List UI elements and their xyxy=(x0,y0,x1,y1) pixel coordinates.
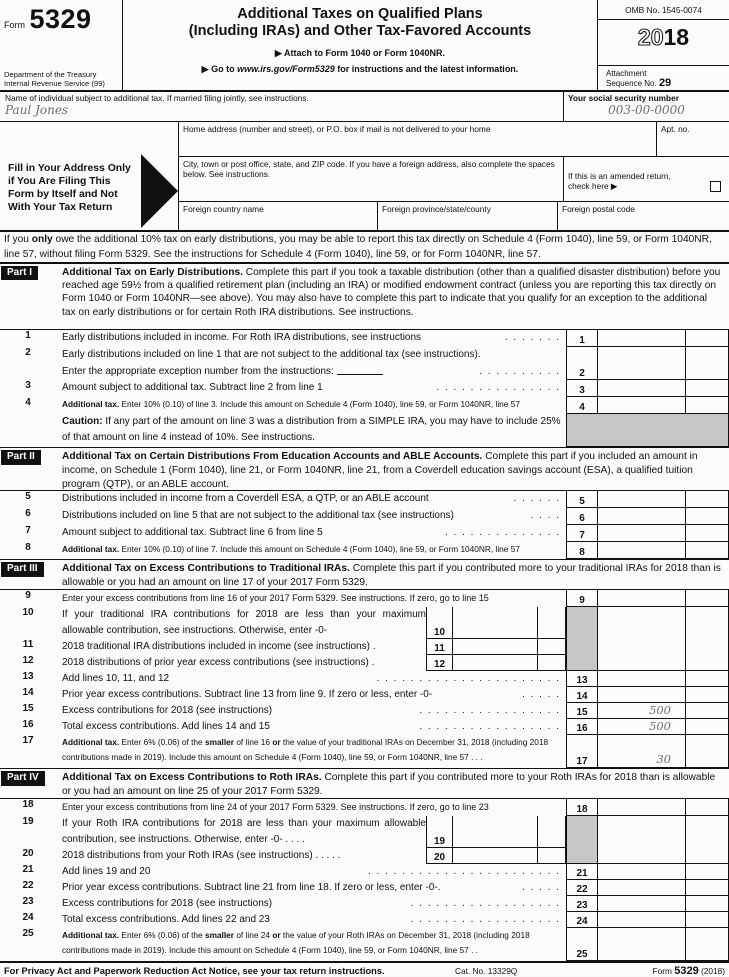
line17-text1: Enter 6% (0.06) of the xyxy=(119,737,205,747)
line24-cents-cell[interactable] xyxy=(685,912,729,928)
line25-number: 25 xyxy=(22,928,34,939)
line17-text2: of line 16 xyxy=(234,737,273,747)
intro-note xyxy=(0,232,729,264)
line4-text: Enter 10% (0.10) of line 3. Include this amount on Schedule 4 (Form 1040), line 59, or Form 1040NR, line 57 xyxy=(119,399,520,409)
goto-pre: ▶ Go to xyxy=(201,64,238,74)
form-title-block xyxy=(123,0,597,90)
line19-box-number: 19 xyxy=(426,816,452,847)
line17-bold2: smaller xyxy=(204,737,235,747)
line14-row xyxy=(0,687,729,703)
goto-note xyxy=(123,64,597,75)
line2-amount-cell[interactable] xyxy=(597,347,685,380)
line5-text: Distributions included in income from a Coverdell ESA, a QTP, or an ABLE account xyxy=(62,493,429,504)
line21-number: 21 xyxy=(22,864,34,875)
line22-box-number: 22 xyxy=(566,880,597,896)
line8-number: 8 xyxy=(25,542,31,553)
intro-bold: only xyxy=(31,234,53,245)
part1-header xyxy=(0,264,729,330)
footer-form-year: (2018) xyxy=(698,966,725,976)
catalog-number: Cat. No. 13329Q xyxy=(455,966,518,976)
privacy-notice: For Privacy Act and Paperwork Reduction Act Notice, see your tax return instructions. xyxy=(4,966,385,976)
line23-cents-cell[interactable] xyxy=(685,896,729,912)
part3-title: Additional Tax on Excess Contributions to Traditional IRAs. xyxy=(62,563,350,574)
line25-text2: of line 24 xyxy=(234,930,273,940)
line10-amount-cell[interactable] xyxy=(452,607,537,638)
line9-number: 9 xyxy=(25,590,31,601)
line8-cents-cell[interactable] xyxy=(685,542,729,559)
caution-text xyxy=(62,414,566,446)
line21-cents-cell[interactable] xyxy=(685,864,729,880)
line5-cents-cell[interactable] xyxy=(685,491,729,508)
line8-bold: Additional tax. xyxy=(62,544,120,554)
part2-header xyxy=(0,447,729,491)
intro-post: owe the additional 10% tax on early distributions, you may be able to report this tax directly on Schedule 4 (Form 1040), line 59, or Form 1040NR, line 57, without filing Form 5329. See the instructions for Schedule 4 (Form 1040), line 59, or for Form 1040NR, line 57. xyxy=(4,234,712,260)
foreign-province-field[interactable] xyxy=(377,202,557,230)
line20-number: 20 xyxy=(22,848,34,859)
line1-row xyxy=(0,330,729,347)
line19-text: If your Roth IRA contributions for 2018 are less than your maximum allowable contribution, see instructions. Otherwise, enter -0- . . . . xyxy=(62,818,426,845)
line3-number: 3 xyxy=(25,380,31,391)
line22-amount-cell[interactable] xyxy=(597,880,685,896)
line24-amount-cell[interactable] xyxy=(597,912,685,928)
form-number: 5329 xyxy=(29,4,92,34)
line22-row xyxy=(0,880,729,896)
line25-text3: the value of your Roth IRAs on December 31, 2018 (including 2018 contributions made in 2019). Include this amount on Schedule 4 (Form 1040), line 59, or Form 1040NR, line 57 . . xyxy=(62,930,530,955)
caution-bold: Caution: xyxy=(62,416,103,427)
year-outline: 20 xyxy=(637,24,664,50)
part1-desc: Complete this part if you took a taxable distribution (other than a qualified disaster distribution) before you reached age 59½ from a qualified retirement plan (including an IRA) or modified endowment contract (unless you are reporting this tax directly on Form 1040 or Form 1040NR—see above). You may also have to complete this part to indicate that you qualify for an exception to the additional tax on early distributions or for certain Roth IRA distributions. See instructions. xyxy=(62,267,721,318)
shaded-cell xyxy=(566,414,729,447)
line21-text: Add lines 19 and 20 xyxy=(62,866,151,877)
line19-number: 19 xyxy=(22,816,34,827)
dot-leader: . . . . . . . . . . . . . . . . . xyxy=(419,705,559,716)
part3-header xyxy=(0,559,729,590)
line19-inner-box xyxy=(426,816,566,848)
line12-box-number: 12 xyxy=(426,655,452,670)
line16-amount-cell[interactable] xyxy=(597,719,685,735)
dept-line1: Department of the Treasury xyxy=(4,70,97,79)
line20-amount-cell[interactable] xyxy=(452,848,537,863)
dept-line2: Internal Revenue Service (99) xyxy=(4,79,105,88)
name-label: Name of individual subject to additional tax. If married filing jointly, see instructions. xyxy=(5,93,309,103)
line1-number: 1 xyxy=(25,330,31,341)
line9-box-number: 9 xyxy=(566,590,597,607)
line5-row xyxy=(0,491,729,508)
foreign-country-field[interactable] xyxy=(178,202,377,230)
line24-text: Total excess contributions. Add lines 22 and 23 xyxy=(62,914,270,925)
attachment-sequence xyxy=(598,66,729,90)
empty-cents-region xyxy=(685,816,729,864)
part4-badge: Part IV xyxy=(1,771,45,786)
line24-box-number: 24 xyxy=(566,912,597,928)
line12-text: 2018 distributions of prior year excess contributions (see instructions) . xyxy=(62,657,375,668)
line2-box-number: 2 xyxy=(566,347,597,380)
line18-cents-cell[interactable] xyxy=(685,799,729,816)
dot-leader: . . . . . . . . . . . . . . . . . . xyxy=(410,914,559,925)
line25-bold3: or xyxy=(272,930,281,940)
line6-text: Distributions included on line 5 that are not subject to the additional tax (see instructions) xyxy=(62,510,454,521)
caution-body: If any part of the amount on line 3 was a distribution from a SIMPLE IRA, you may have to include 25% of that amount on line 4 instead of 10%. See instructions. xyxy=(62,416,561,443)
line25-row xyxy=(0,928,729,961)
line11-row xyxy=(0,639,566,655)
line2-row xyxy=(0,347,729,380)
foreign-postal-field[interactable] xyxy=(557,202,729,230)
part2-title: Additional Tax on Certain Distributions From Education Accounts and ABLE Accounts. xyxy=(62,451,483,462)
line25-amount-cell[interactable] xyxy=(597,928,685,961)
line5-amount-cell[interactable] xyxy=(597,491,685,508)
line15-box-number: 15 xyxy=(566,703,597,719)
dot-leader: . . . . . . . . . . xyxy=(479,365,559,377)
line20-box-number: 20 xyxy=(426,848,452,863)
line14-cents-cell[interactable] xyxy=(685,687,729,703)
line16-text: Total excess contributions. Add lines 14 and 15 xyxy=(62,721,270,732)
sequence-label: Sequence No. xyxy=(606,78,659,88)
line19-row xyxy=(0,816,566,848)
dot-leader: . . . . . xyxy=(521,689,559,700)
line15-row xyxy=(0,703,729,719)
dot-leader: . . . . . . . . . . . . . . xyxy=(444,527,559,538)
line12-row xyxy=(0,655,566,671)
line16-value: 500 xyxy=(649,719,671,733)
line23-number: 23 xyxy=(22,896,34,907)
line15-cents-cell[interactable] xyxy=(685,703,729,719)
line8-box-number: 8 xyxy=(566,542,597,559)
line4-row xyxy=(0,397,729,414)
line1-box-number: 1 xyxy=(566,330,597,347)
line5-box-number: 5 xyxy=(566,491,597,508)
line25-cents-cell[interactable] xyxy=(685,928,729,961)
part3-desc: Complete this part if you contributed more to your traditional IRAs for 2018 than is allowable or you had an amount on line 17 of your 2017 Form 5329. xyxy=(62,563,721,588)
dot-leader: . . . . . . . . . . . . . . . . . . . . . . xyxy=(376,673,559,684)
lines18-20-block xyxy=(0,799,729,864)
line15-value: 500 xyxy=(649,703,671,717)
line8-text: Enter 10% (0.10) of line 7. Include this amount on Schedule 4 (Form 1040), line 59, or Form 1040NR, line 57 xyxy=(119,544,520,554)
line22-text: Prior year excess contributions. Subtract line 21 from line 18. If zero or less, enter -0-. xyxy=(62,882,441,893)
right-arrow-icon xyxy=(141,154,178,228)
home-address-field[interactable] xyxy=(178,122,656,156)
lines9-12-block xyxy=(0,590,729,671)
sidebar-line-1: Fill in Your Address Only xyxy=(8,163,131,174)
line18-amount-cell[interactable] xyxy=(597,799,685,816)
form-title-line2: (Including IRAs) and Other Tax-Favored Accounts xyxy=(188,23,532,39)
sequence-number: 29 xyxy=(658,76,672,89)
dot-leader: . . . . . xyxy=(521,882,559,893)
line18-text: Enter your excess contributions from line 24 of your 2017 Form 5329. See instructions. If zero, go to line 23 xyxy=(62,802,489,812)
line21-row xyxy=(0,864,729,880)
line17-bold3: or xyxy=(272,737,281,747)
line9-text: Enter your excess contributions from line 16 of your 2017 Form 5329. See instructions. If zero, go to line 15 xyxy=(62,593,489,603)
line24-number: 24 xyxy=(22,912,34,923)
line12-cents-cell[interactable] xyxy=(537,655,566,670)
amended-return-label: If this is an amended return, check here ▶ xyxy=(568,170,671,191)
form-word: Form xyxy=(4,20,25,30)
line23-amount-cell[interactable] xyxy=(597,896,685,912)
line4-box-number: 4 xyxy=(566,397,597,414)
line9-row xyxy=(0,590,566,607)
line18-row xyxy=(0,799,566,816)
home-address-label: Home address (number and street), or P.O. box if mail is not delivered to your home xyxy=(183,124,491,134)
city-state-zip-field[interactable] xyxy=(178,157,563,202)
line10-row xyxy=(0,607,566,639)
omb-year-block xyxy=(597,0,729,90)
part1-badge: Part I xyxy=(1,266,38,280)
attach-note: ▶ Attach to Form 1040 or Form 1040NR. xyxy=(274,48,446,58)
line3-cents-cell[interactable] xyxy=(685,380,729,397)
line16-box-number: 16 xyxy=(566,719,597,735)
name-value[interactable]: Paul Jones xyxy=(5,103,69,117)
year-bold: 18 xyxy=(663,24,690,50)
line14-text: Prior year excess contributions. Subtract line 13 from line 9. If zero or less, enter -0- xyxy=(62,689,433,700)
form-title-line1: Additional Taxes on Qualified Plans xyxy=(237,6,483,22)
line15-amount-cell[interactable] xyxy=(597,703,685,719)
line6-amount-cell[interactable] xyxy=(597,508,685,525)
city-state-zip-label: City, town or post office, state, and ZIP code. If you have a foreign address, also complete the spaces below. See instructions. xyxy=(183,158,555,179)
dot-leader: . . . . . . . . . . . . . . . . . xyxy=(419,721,559,732)
line23-row xyxy=(0,896,729,912)
part2-desc: Complete this part if you included an amount in income, on Schedule 1 (Form 1040), line 21, or Form 1040NR, line 21, from a Coverdell education savings account (ESA), a qualified tuition program (QTP), or an ABLE account. xyxy=(62,451,698,490)
amended-return-cell xyxy=(563,157,729,202)
empty-amount-region xyxy=(597,816,685,864)
line11-amount-cell[interactable] xyxy=(452,639,537,654)
line25-bold1: Additional tax. xyxy=(62,930,120,940)
part4-title: Additional Tax on Excess Contributions to Roth IRAs. xyxy=(62,772,322,783)
line10-cents-cell[interactable] xyxy=(537,607,566,638)
line4-number: 4 xyxy=(25,397,31,408)
line14-amount-cell[interactable] xyxy=(597,687,685,703)
line19-amount-cell[interactable] xyxy=(452,816,537,847)
caution-row xyxy=(0,414,729,447)
line17-value: 30 xyxy=(656,752,671,766)
part4-desc: Complete this part if you contributed more to your Roth IRAs for 2018 than is allowable or you had an amount on line 25 of your 2017 Form 5329. xyxy=(62,772,716,797)
omb-number: OMB No. 1545-0074 xyxy=(598,0,729,20)
line19-cents-cell[interactable] xyxy=(537,816,566,847)
line16-number: 16 xyxy=(22,719,34,730)
form-number-block xyxy=(0,0,123,90)
line17-number: 17 xyxy=(22,735,34,746)
line17-row xyxy=(0,735,729,768)
line13-box-number: 13 xyxy=(566,671,597,687)
line17-bold1: Additional tax. xyxy=(62,737,120,747)
line9-amount-cell[interactable] xyxy=(597,590,685,607)
line11-cents-cell[interactable] xyxy=(537,639,566,654)
line3-box-number: 3 xyxy=(566,380,597,397)
line2-number: 2 xyxy=(25,347,31,358)
empty-cents-region xyxy=(685,607,729,671)
line10-box-number: 10 xyxy=(426,607,452,638)
line14-box-number: 14 xyxy=(566,687,597,703)
name-ssn-row xyxy=(0,92,729,122)
line17-text3: the value of your traditional IRAs on December 31, 2018 (including 2018 contributions made in 2019). Include this amount on Schedule 4 (Form 1040), line 59, or Form 1040NR, line 57 . . . xyxy=(62,737,549,762)
line13-text: Add lines 10, 11, and 12 xyxy=(62,673,170,684)
empty-amount-region xyxy=(597,607,685,671)
line15-number: 15 xyxy=(22,703,34,714)
address-grid xyxy=(178,122,729,230)
line16-cents-cell[interactable] xyxy=(685,719,729,735)
line2-text1: Early distributions included on line 1 that are not subject to the additional tax (see instructions). xyxy=(62,349,481,360)
address-section xyxy=(0,122,729,232)
line9-cents-cell[interactable] xyxy=(685,590,729,607)
dot-leader: . . . . . . . . . . . . . . . . . . xyxy=(410,898,559,909)
address-sidebar xyxy=(0,122,178,230)
form-footer xyxy=(0,961,729,977)
ssn-label: Your social security number xyxy=(568,93,679,103)
shaded-cell xyxy=(566,816,597,864)
part2-badge: Part II xyxy=(1,450,41,465)
line25-bold2: smaller xyxy=(204,930,235,940)
line1-cents-cell[interactable] xyxy=(685,330,729,347)
line7-text: Amount subject to additional tax. Subtract line 6 from line 5 xyxy=(62,527,323,538)
footer-form-id xyxy=(615,965,725,977)
sidebar-line-2: if You Are Filing This xyxy=(8,176,111,187)
line11-inner-box xyxy=(426,639,566,655)
ssn-field[interactable] xyxy=(563,92,729,121)
line18-box-number: 18 xyxy=(566,799,597,816)
line6-cents-cell[interactable] xyxy=(685,508,729,525)
line25-box-number: 25 xyxy=(566,928,597,961)
line7-row xyxy=(0,525,729,542)
line1-amount-cell[interactable] xyxy=(597,330,685,347)
goto-post: for instructions and the latest information. xyxy=(334,64,519,74)
line10-inner-box xyxy=(426,607,566,639)
line5-number: 5 xyxy=(25,491,31,502)
line12-inner-box xyxy=(426,655,566,671)
line3-text: Amount subject to additional tax. Subtract line 2 from line 1 xyxy=(62,382,323,393)
intro-pre: If you xyxy=(4,234,32,245)
line11-text: 2018 traditional IRA distributions included in income (see instructions) . xyxy=(62,641,376,652)
line4-bold: Additional tax. xyxy=(62,399,120,409)
dot-leader: . . . . xyxy=(530,510,559,521)
dot-leader: . . . . . . . xyxy=(504,332,559,343)
apt-no-field[interactable] xyxy=(656,122,729,156)
line3-amount-cell[interactable] xyxy=(597,380,685,397)
foreign-province-label: Foreign province/state/county xyxy=(382,204,491,215)
line20-row xyxy=(0,848,566,864)
dot-leader: . . . . . . . . . . . . . . . . . . . . . . . xyxy=(367,866,559,877)
irs-url: www.irs.gov/Form5329 xyxy=(237,64,335,74)
line21-amount-cell[interactable] xyxy=(597,864,685,880)
line8-row xyxy=(0,542,729,559)
line22-cents-cell[interactable] xyxy=(685,880,729,896)
line6-box-number: 6 xyxy=(566,508,597,525)
dot-leader: . . . . . . . . . . . . . . . xyxy=(436,382,559,393)
line11-box-number: 11 xyxy=(426,639,452,654)
line2-cents-cell[interactable] xyxy=(685,347,729,380)
line20-cents-cell[interactable] xyxy=(537,848,566,863)
line20-inner-box xyxy=(426,848,566,864)
footer-form-word: Form xyxy=(652,966,675,976)
part4-header xyxy=(0,768,729,799)
amended-return-checkbox[interactable] xyxy=(710,181,721,192)
line7-number: 7 xyxy=(25,525,31,536)
line22-number: 22 xyxy=(22,880,34,891)
line1-text: Early distributions included in income. For Roth IRA distributions, see instructions xyxy=(62,332,422,343)
line11-number: 11 xyxy=(22,639,34,650)
ssn-value[interactable]: 003-00-0000 xyxy=(608,103,685,117)
line23-box-number: 23 xyxy=(566,896,597,912)
foreign-country-label: Foreign country name xyxy=(183,204,264,215)
line15-text: Excess contributions for 2018 (see instructions) xyxy=(62,705,273,716)
name-field[interactable] xyxy=(0,92,563,121)
line13-amount-cell[interactable] xyxy=(597,671,685,687)
tax-year xyxy=(598,20,729,66)
sidebar-line-4: With Your Tax Return xyxy=(8,202,113,213)
line24-row xyxy=(0,912,729,928)
part3-badge: Part III xyxy=(1,562,44,577)
line23-text: Excess contributions for 2018 (see instructions) xyxy=(62,898,273,909)
line6-row xyxy=(0,508,729,525)
line8-amount-cell[interactable] xyxy=(597,542,685,559)
line7-amount-cell[interactable] xyxy=(597,525,685,542)
line17-box-number: 17 xyxy=(566,735,597,768)
line13-row xyxy=(0,671,729,687)
apt-no-label: Apt. no. xyxy=(661,124,690,134)
line2-text2: Enter the appropriate exception number from the instructions: xyxy=(62,365,334,377)
line16-row xyxy=(0,719,729,735)
line13-number: 13 xyxy=(22,671,34,682)
line13-cents-cell[interactable] xyxy=(685,671,729,687)
line6-number: 6 xyxy=(25,508,31,519)
footer-form-number: 5329 xyxy=(674,965,699,977)
exception-number-input[interactable] xyxy=(337,364,383,375)
shaded-cell xyxy=(566,607,597,671)
line17-amount-cell[interactable] xyxy=(597,735,685,768)
line18-number: 18 xyxy=(22,799,34,810)
line12-number: 12 xyxy=(22,655,34,666)
line4-cents-cell[interactable] xyxy=(685,397,729,414)
line20-text: 2018 distributions from your Roth IRAs (see instructions) . . . . . xyxy=(62,850,341,861)
line25-text1: Enter 6% (0.06) of the xyxy=(119,930,205,940)
part1-title: Additional Tax on Early Distributions. xyxy=(62,267,243,278)
line10-number: 10 xyxy=(22,607,34,618)
form-header xyxy=(0,0,729,92)
attachment-label: Attachment xyxy=(606,69,647,78)
dot-leader: . . . . . . xyxy=(513,493,559,504)
line7-box-number: 7 xyxy=(566,525,597,542)
line4-amount-cell[interactable] xyxy=(597,397,685,414)
line10-text: If your traditional IRA contributions for 2018 are less than your maximum allowable contribution, see instructions. Otherwise, enter -0- xyxy=(62,609,426,636)
line7-cents-cell[interactable] xyxy=(685,525,729,542)
line12-amount-cell[interactable] xyxy=(452,655,537,670)
line17-cents-cell[interactable] xyxy=(685,735,729,768)
foreign-postal-label: Foreign postal code xyxy=(562,204,635,215)
line3-row xyxy=(0,380,729,397)
sidebar-line-3: Form by Itself and Not xyxy=(8,189,118,200)
line21-box-number: 21 xyxy=(566,864,597,880)
line14-number: 14 xyxy=(22,687,34,698)
